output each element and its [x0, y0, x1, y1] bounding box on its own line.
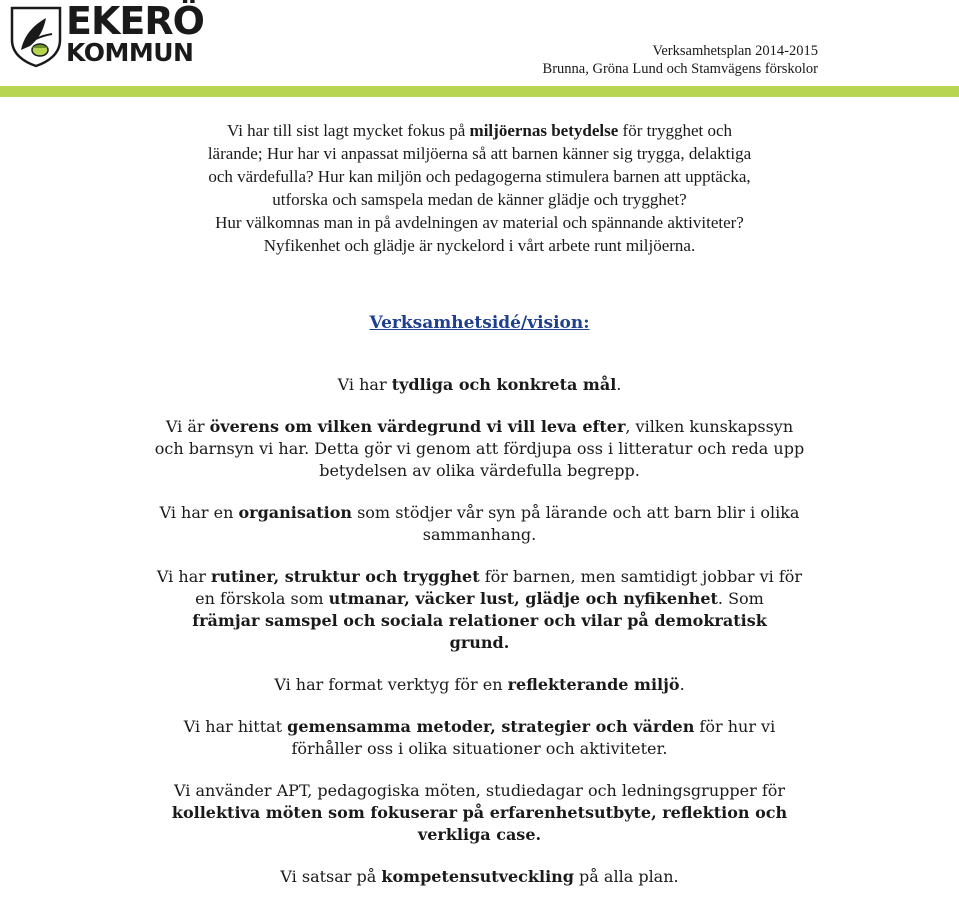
municipality-logo-text: [66, 2, 204, 66]
intro-line: Vi har till sist lagt mycket fokus på miljöernas betydelse för trygghet och: [226, 121, 733, 140]
logo-line-ekero: EKERÖ: [66, 0, 204, 43]
logo-line-kommun: KOMMUN: [66, 38, 194, 67]
vision-paragraph-competence: Vi satsar på kompetensutveckling på alla plan.: [280, 867, 679, 886]
intro-line: Nyfikenhet och glädje är nyckelord i vårt arbete runt miljöerna.: [263, 236, 696, 255]
vision-paragraph-values: Vi är överens om vilken värdegrund vi vill leva efter, vilken kunskapssyn och barnsyn vi har. Detta gör vi genom att fördjupa oss i litteratur och reda upp betydelsen av olika värdefulla begrepp.: [154, 417, 805, 480]
vision-paragraph-methods: Vi har hittat gemensamma metoder, strategier och värden för hur vi förhåller oss i olika situationer och aktiviteter.: [183, 717, 776, 758]
document-info: [543, 42, 818, 78]
vision-paragraph-meetings: Vi använder APT, pedagogiska möten, studiedagar och ledningsgrupper för kollektiva möten som fokuserar på erfarenhetsutbyte, reflektion och verkliga case.: [171, 781, 788, 844]
vision-heading: Verksamhetsidé/vision:: [369, 313, 590, 333]
vision-paragraph-routines: Vi har rutiner, struktur och trygghet för barnen, men samtidigt jobbar vi för en förskola som utmanar, väcker lust, glädje och nyfikenhet. Som främjar samspel och sociala relationer och vilar på demokratisk grund.: [156, 567, 803, 652]
vision-paragraph-goals: Vi har tydliga och konkreta mål.: [337, 375, 622, 394]
plan-subtitle: Brunna, Gröna Lund och Stamvägens förskolor: [542, 61, 818, 77]
intro-paragraph: [0, 119, 959, 257]
intro-line: lärande; Hur har vi anpassat miljöerna så att barnen känner sig trygga, delaktiga: [207, 144, 752, 163]
vision-paragraph-organisation: Vi har en organisation som stödjer vår syn på lärande och att barn blir i olika sammanhang.: [159, 503, 800, 544]
vision-section: [0, 374, 959, 908]
vision-paragraph-reflection: Vi har format verktyg för en reflekterande miljö.: [274, 675, 685, 694]
intro-line: utforska och samspela medan de känner glädje och trygghet?: [272, 190, 687, 209]
plan-title: Verksamhetsplan 2014-2015: [652, 43, 818, 59]
header-accent-bar: [0, 86, 959, 97]
ekero-shield-logo-icon: [10, 6, 62, 68]
intro-line: Hur välkomnas man in på avdelningen av material och spännande aktiviteter?: [215, 213, 744, 232]
intro-line: och värdefulla? Hur kan miljön och pedagogerna stimulera barnen att upptäcka,: [208, 167, 751, 186]
page-header: [0, 0, 959, 84]
